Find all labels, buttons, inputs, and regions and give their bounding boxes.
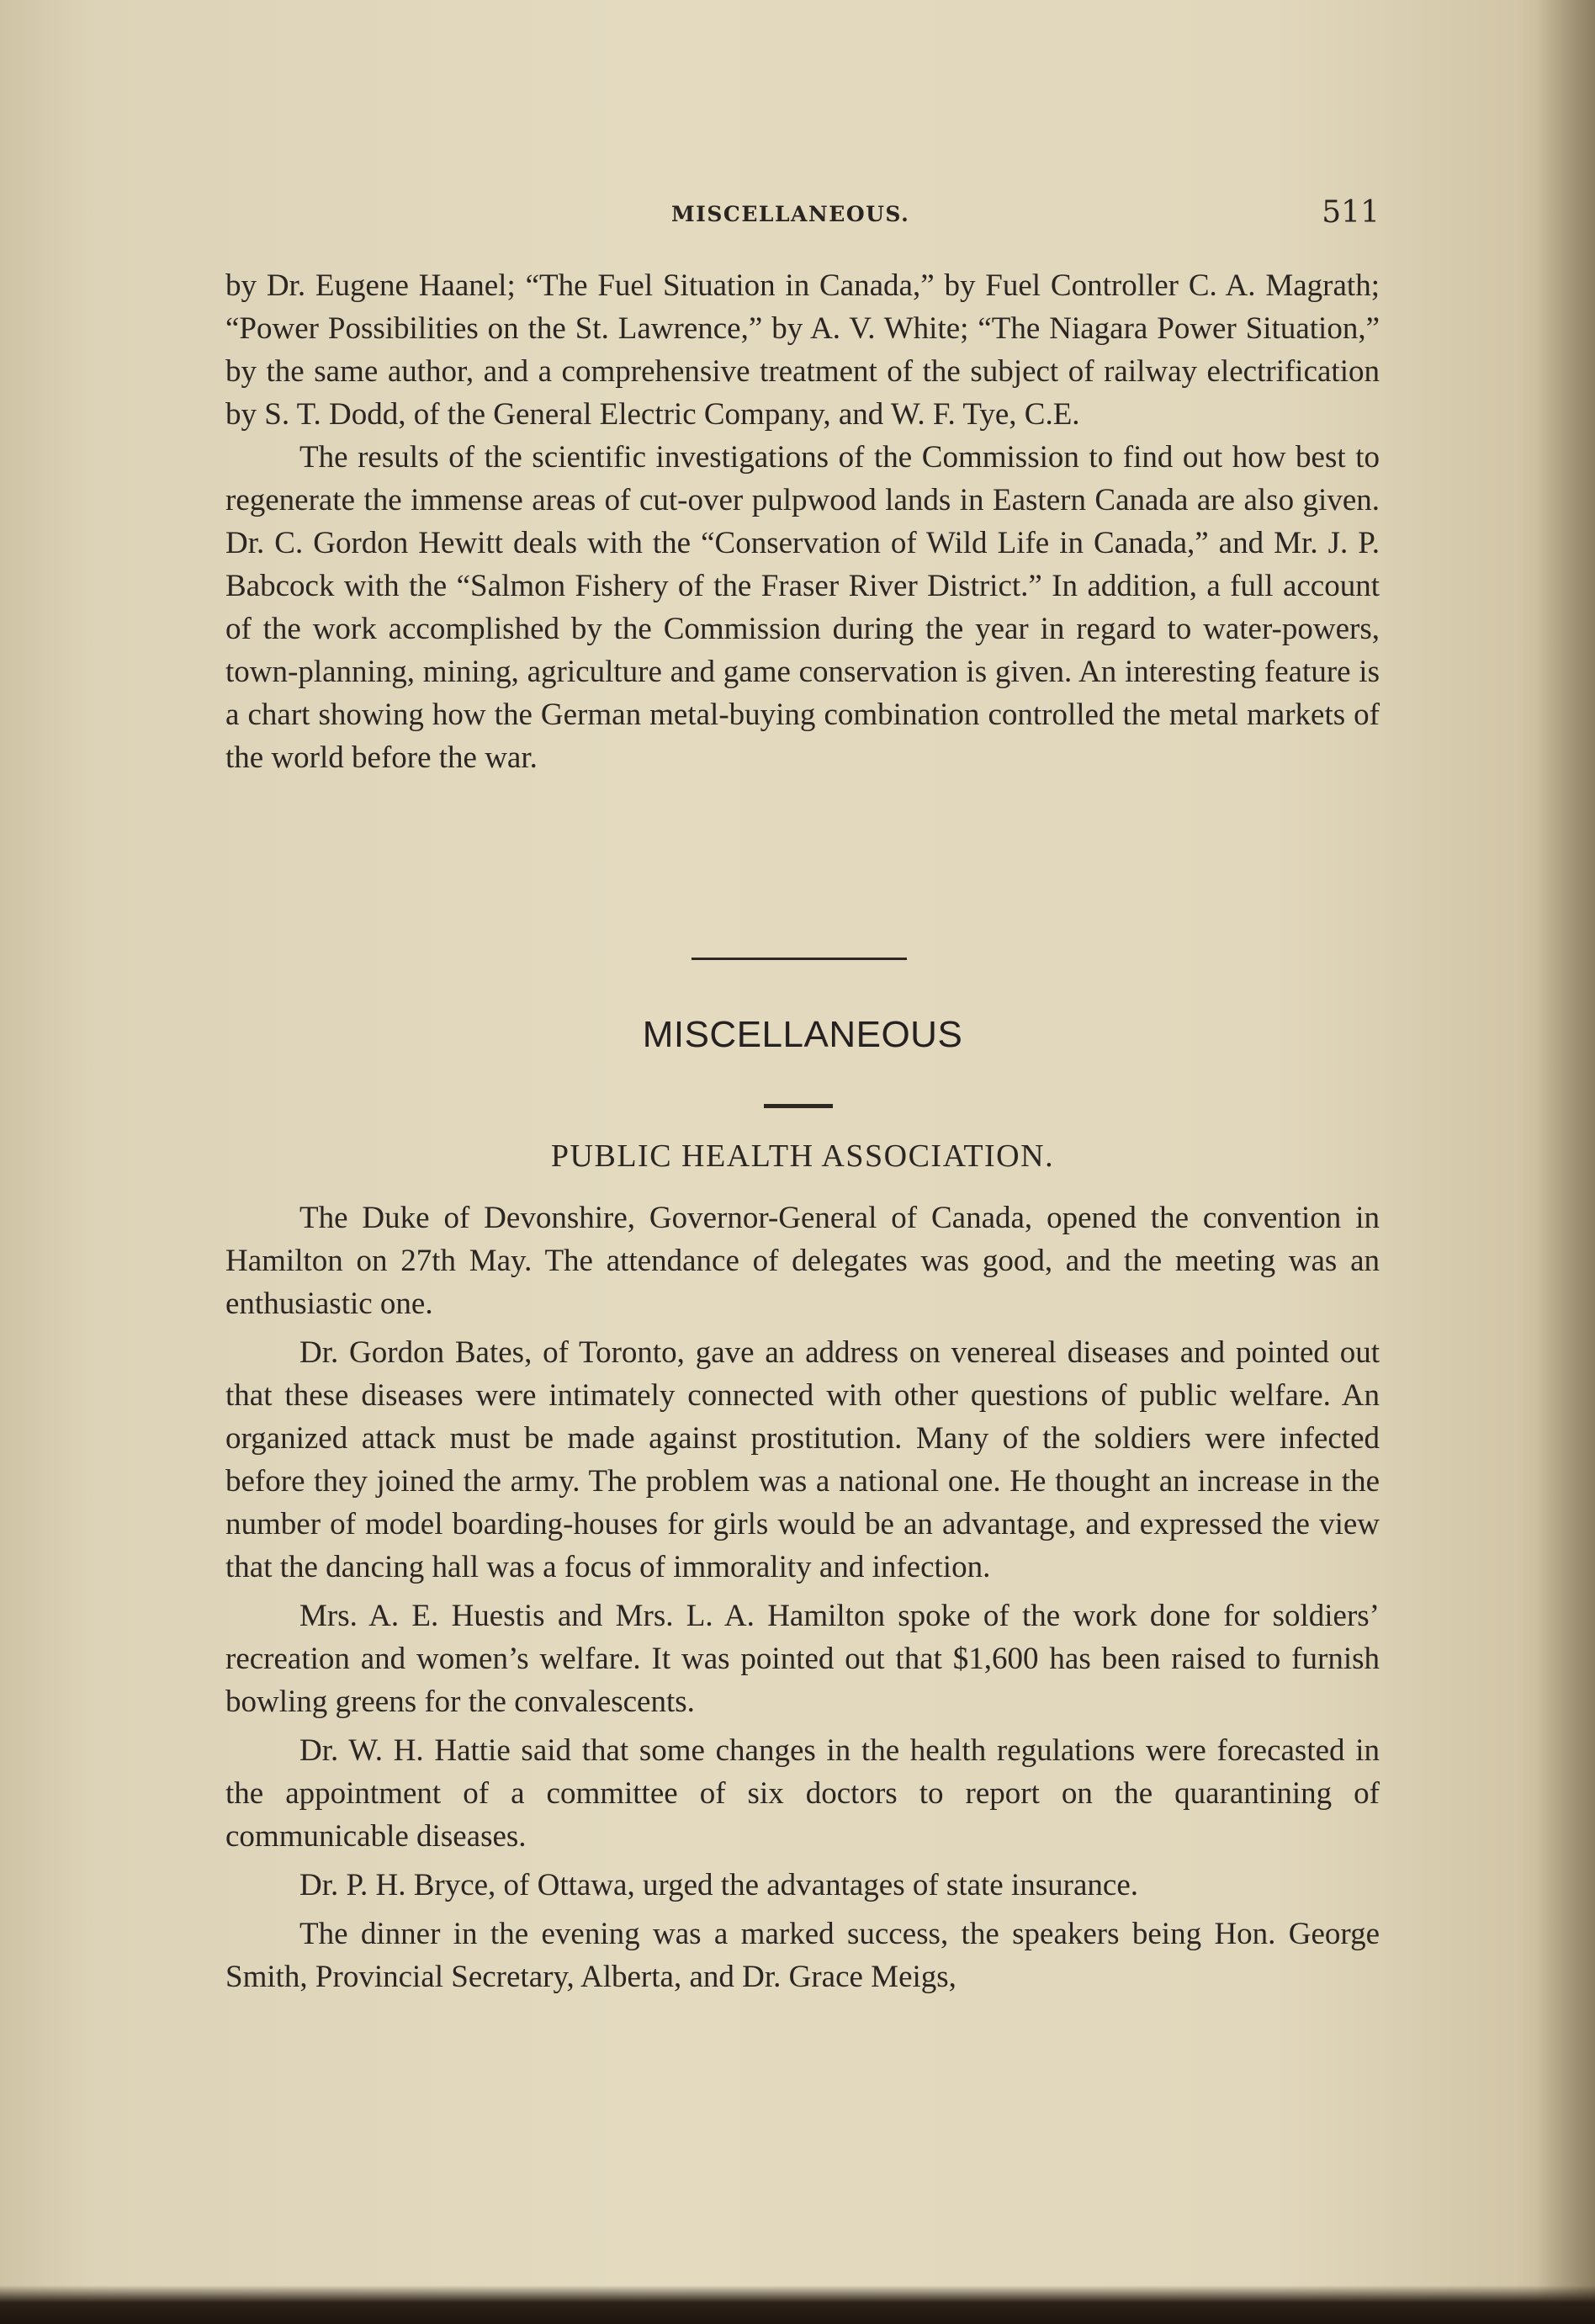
intro-text-block	[225, 264, 1380, 779]
paragraph-bryce: Dr. P. H. Bryce, of Ottawa, urged the advantages of state insurance.	[299, 1868, 1138, 1902]
section-text-block	[225, 1196, 1380, 2004]
paragraph-convention: The Duke of Devonshire, Governor-General of Canada, opened the convention in Hamilton on 27th May. The attendance of delegates was good, and the meeting was an enthusiastic one.	[225, 1201, 1380, 1321]
section-subheading: PUBLIC HEALTH ASSOCIATION.	[550, 1138, 1055, 1174]
spine-shadow	[1536, 0, 1595, 2324]
heading-underline-rule	[764, 1104, 833, 1108]
running-title: MISCELLANEOUS.	[671, 202, 910, 226]
paragraph-huestis-hamilton: Mrs. A. E. Huestis and Mrs. L. A. Hamilton spoke of the work done for soldiers’ recreation and women’s welfare. It was pointed out that $1,600 has been raised to furnish bowling greens for the convalescents.	[225, 1599, 1380, 1719]
section-divider-rule	[692, 958, 907, 960]
paragraph-commission-results: The results of the scientific investigations of the Commission to find out how best to regenerate the immense areas of cut-over pulpwood lands in Eastern Canada are also given. Dr. C. Gordon Hewitt deals with the “Conservation of Wild Life in Canada,” and Mr. J. P. Babcock with the “Salmon Fishery of the Fraser River District.” In addition, a full account of the work accomplished by the Commission during the year in regard to water-powers, town-planning, mining, agriculture and game conservation is given. An interesting feature is a chart showing how the German metal-buying combination controlled the metal markets of the world before the war.	[225, 440, 1380, 775]
section-heading: MISCELLANEOUS	[642, 1014, 963, 1055]
paragraph-continued: by Dr. Eugene Haanel; “The Fuel Situation in Canada,” by Fuel Controller C. A. Magrath; “Power Possibilities on the St. Lawrence,” by A. V. White; “The Niagara Power Situation,” by the same author, and a comprehensive treatment of the subject of railway electrification by S. T. Dodd, of the General Electric Company, and W. F. Tye, C.E.	[225, 268, 1380, 432]
running-head	[225, 195, 1380, 237]
paragraph-dinner: The dinner in the evening was a marked success, the speakers being Hon. George Smith, Provincial Secretary, Alberta, and Dr. Grace Meigs,	[225, 1917, 1380, 1994]
paragraph-hattie: Dr. W. H. Hattie said that some changes in the health regulations were forecasted in the appointment of a committee of six doctors to report on the quarantining of communicable diseases.	[225, 1733, 1380, 1854]
page-number: 511	[1322, 195, 1380, 230]
paragraph-bates: Dr. Gordon Bates, of Toronto, gave an address on venereal diseases and pointed out that these diseases were intimately connected with other questions of public welfare. An organized attack must be made against prostitution. Many of the soldiers were infected before they joined the army. The problem was a national one. He thought an increase in the number of model boarding-houses for girls would be an advantage, and expressed the view that the dancing hall was a focus of immorality and infection.	[225, 1335, 1380, 1584]
page-bottom-edge	[0, 2285, 1595, 2324]
